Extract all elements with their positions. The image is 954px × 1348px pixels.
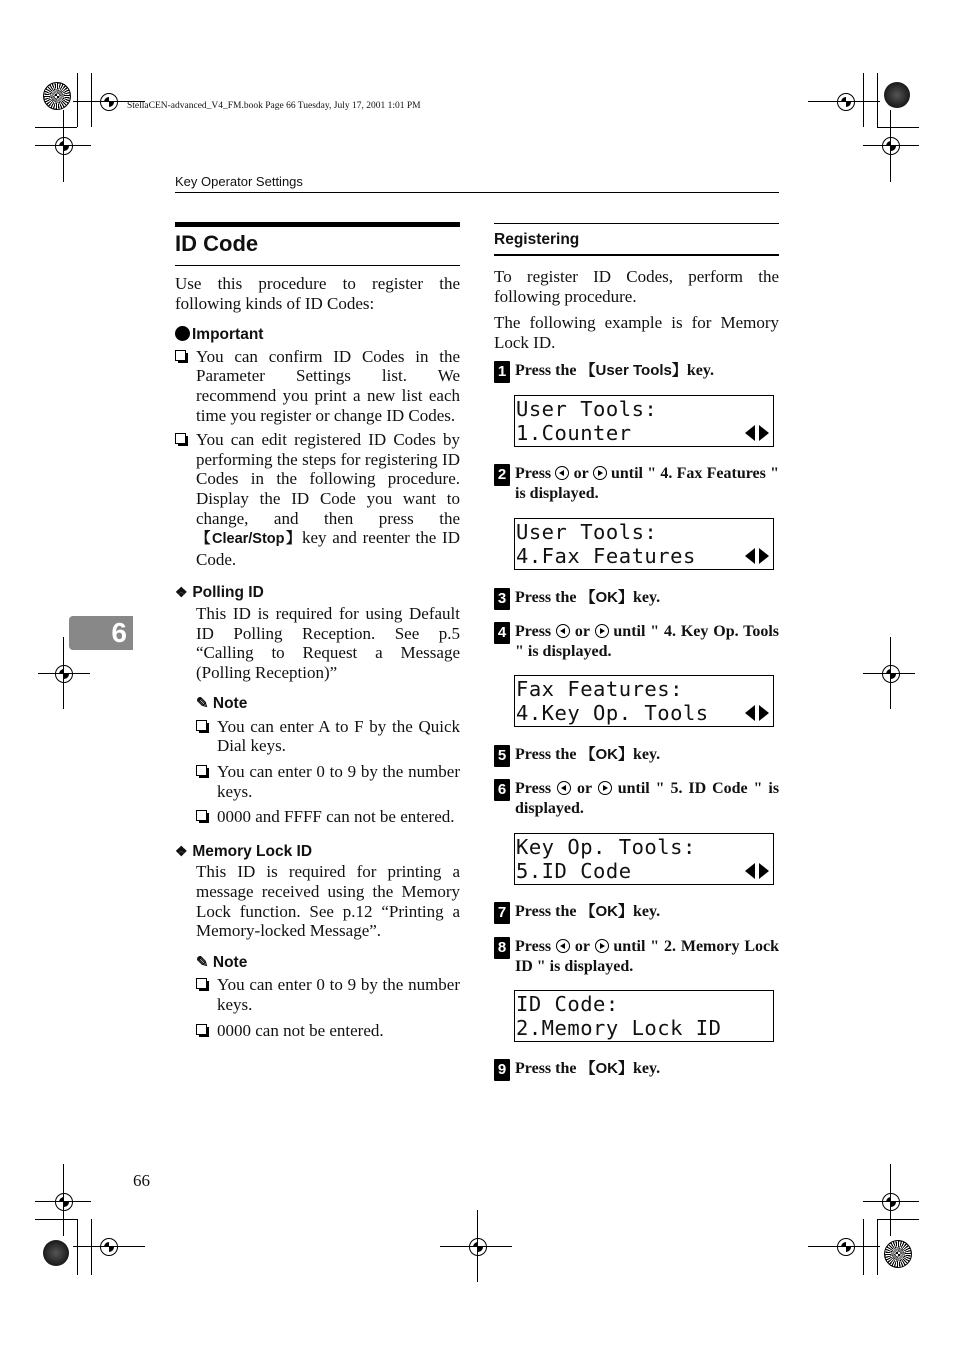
color-target-icon (43, 82, 71, 110)
left-column (175, 274, 460, 1040)
intro-text: Use this procedure to register the following kinds of ID Codes: (175, 274, 460, 313)
registration-mark-icon (837, 1238, 855, 1256)
polling-id-heading: ❖ Polling ID (175, 584, 264, 602)
lcd-line-2: 5.ID Code (516, 859, 632, 883)
color-target-icon (43, 1240, 69, 1266)
registration-mark-icon (55, 1193, 73, 1211)
lcd-display (514, 675, 774, 727)
lcd-line-1: Key Op. Tools: (516, 835, 696, 859)
lcd-display (514, 990, 774, 1042)
note-item: You can enter A to F by the Quick Dial keys. (196, 717, 460, 756)
lcd-line-1: Fax Features: (516, 677, 683, 701)
checkbox-icon (196, 978, 207, 989)
step-number: 2 (494, 464, 510, 486)
scroll-arrows-icon (745, 548, 769, 564)
registering-rule (494, 254, 779, 256)
checkbox-icon (196, 720, 207, 731)
page-number: 66 (133, 1171, 150, 1190)
step-6: 6 Press or until " 5. ID Code " is displayed. (494, 779, 779, 818)
registering-top-rule (494, 223, 779, 224)
step-5: 5 Press the 【OK】key. (494, 745, 779, 765)
title-underline (175, 265, 460, 266)
step-7: 7 Press the 【OK】key. (494, 902, 779, 922)
registration-mark-icon (837, 93, 855, 111)
pencil-icon: ✎ (196, 953, 209, 971)
registering-intro (494, 267, 779, 352)
scroll-arrows-icon (745, 425, 769, 441)
note-item: You can enter 0 to 9 by the number keys. (196, 762, 460, 801)
chapter-tab: 6 (69, 616, 133, 650)
right-arrow-key-icon (595, 939, 609, 953)
registration-mark-icon (55, 665, 73, 683)
lcd-line-1: User Tools: (516, 397, 658, 421)
step-1: 1 Press the 【User Tools】key. (494, 361, 779, 381)
registering-heading: Registering (494, 231, 580, 248)
lcd-display (514, 518, 774, 570)
lcd-line-2: 2.Memory Lock ID (516, 1016, 722, 1040)
polling-id-body: This ID is required for using Default ID Polling Reception. See p.5 “Calling to Request a Message (Polling Reception)” (196, 603, 460, 682)
lcd-line-2: 4.Key Op. Tools (516, 701, 709, 725)
memory-lock-id-body: This ID is required for printing a message received using the Memory Lock function. See p.12 “Printing a Memory-locked Message”. (196, 862, 460, 941)
important-icon (175, 326, 190, 341)
step-9: 9 Press the 【OK】key. (494, 1059, 779, 1079)
step-number: 3 (494, 588, 510, 610)
page-title: ID Code (175, 231, 259, 256)
step-3: 3 Press the 【OK】key. (494, 588, 779, 608)
registration-mark-icon (55, 137, 73, 155)
step-number: 7 (494, 902, 510, 924)
title-rule (175, 222, 460, 227)
step-4: 4 Press or until " 4. Key Op. Tools " is displayed. (494, 622, 779, 661)
header-rule (175, 192, 779, 193)
left-arrow-key-icon (556, 939, 570, 953)
step-number: 9 (494, 1059, 510, 1081)
note-item: 0000 can not be entered. (196, 1021, 460, 1041)
right-arrow-key-icon (593, 466, 607, 480)
registration-mark-icon (882, 1193, 900, 1211)
checkbox-icon (175, 350, 186, 361)
registration-mark-icon (469, 1238, 487, 1256)
note-heading: ✎ Note (196, 695, 248, 713)
memory-lock-id-heading: ❖ Memory Lock ID (175, 842, 313, 860)
checkbox-icon (196, 765, 207, 776)
left-arrow-key-icon (555, 466, 569, 480)
step-number: 5 (494, 745, 510, 767)
step-number: 4 (494, 622, 510, 644)
lcd-line-2: 1.Counter (516, 421, 632, 445)
important-item: You can edit registered ID Codes by performing the steps for registering ID Codes in the following procedure. Display the ID Code you want to change, and then press the 【Clear/Stop】key and reenter the ID Code. (175, 430, 460, 569)
checkbox-icon (196, 1024, 207, 1035)
registration-mark-icon (882, 137, 900, 155)
print-info: StellaCEN-advanced_V4_FM.book Page 66 Tuesday, July 17, 2001 1:01 PM (127, 101, 421, 111)
lcd-line-2: 4.Fax Features (516, 544, 696, 568)
registration-mark-icon (100, 93, 118, 111)
checkbox-icon (175, 433, 186, 444)
note-heading: ✎ Note (196, 953, 248, 971)
left-arrow-key-icon (557, 781, 571, 795)
diamond-icon: ❖ (175, 842, 188, 859)
important-heading: Important (175, 325, 460, 345)
lcd-display (514, 833, 774, 885)
color-target-icon (884, 82, 910, 108)
left-arrow-key-icon (556, 624, 570, 638)
step-number: 6 (494, 779, 510, 801)
right-arrow-key-icon (598, 781, 612, 795)
intro-paragraph: The following example is for Memory Lock ID. (494, 313, 779, 352)
lcd-display (514, 395, 774, 447)
registration-mark-icon (100, 1238, 118, 1256)
step-8: 8 Press or until " 2. Memory Lock ID " is displayed. (494, 937, 779, 976)
step-2: 2 Press or until " 4. Fax Features " is displayed. (494, 464, 779, 503)
intro-paragraph: To register ID Codes, perform the following procedure. (494, 267, 779, 306)
lcd-line-1: User Tools: (516, 520, 658, 544)
lcd-line-1: ID Code: (516, 992, 619, 1016)
note-item: You can enter 0 to 9 by the number keys. (196, 975, 460, 1014)
step-number: 8 (494, 937, 510, 959)
checkbox-icon (196, 810, 207, 821)
right-arrow-key-icon (595, 624, 609, 638)
important-item: You can confirm ID Codes in the Parameter Settings list. We recommend you print a new list each time you register or change ID Codes. (175, 347, 460, 425)
note-item: 0000 and FFFF can not be entered. (196, 807, 460, 827)
scroll-arrows-icon (745, 705, 769, 721)
color-target-icon (884, 1240, 912, 1268)
pencil-icon: ✎ (196, 695, 209, 713)
diamond-icon: ❖ (175, 584, 188, 601)
running-header: Key Operator Settings (175, 174, 303, 189)
registration-mark-icon (882, 665, 900, 683)
scroll-arrows-icon (745, 863, 769, 879)
step-number: 1 (494, 361, 510, 383)
